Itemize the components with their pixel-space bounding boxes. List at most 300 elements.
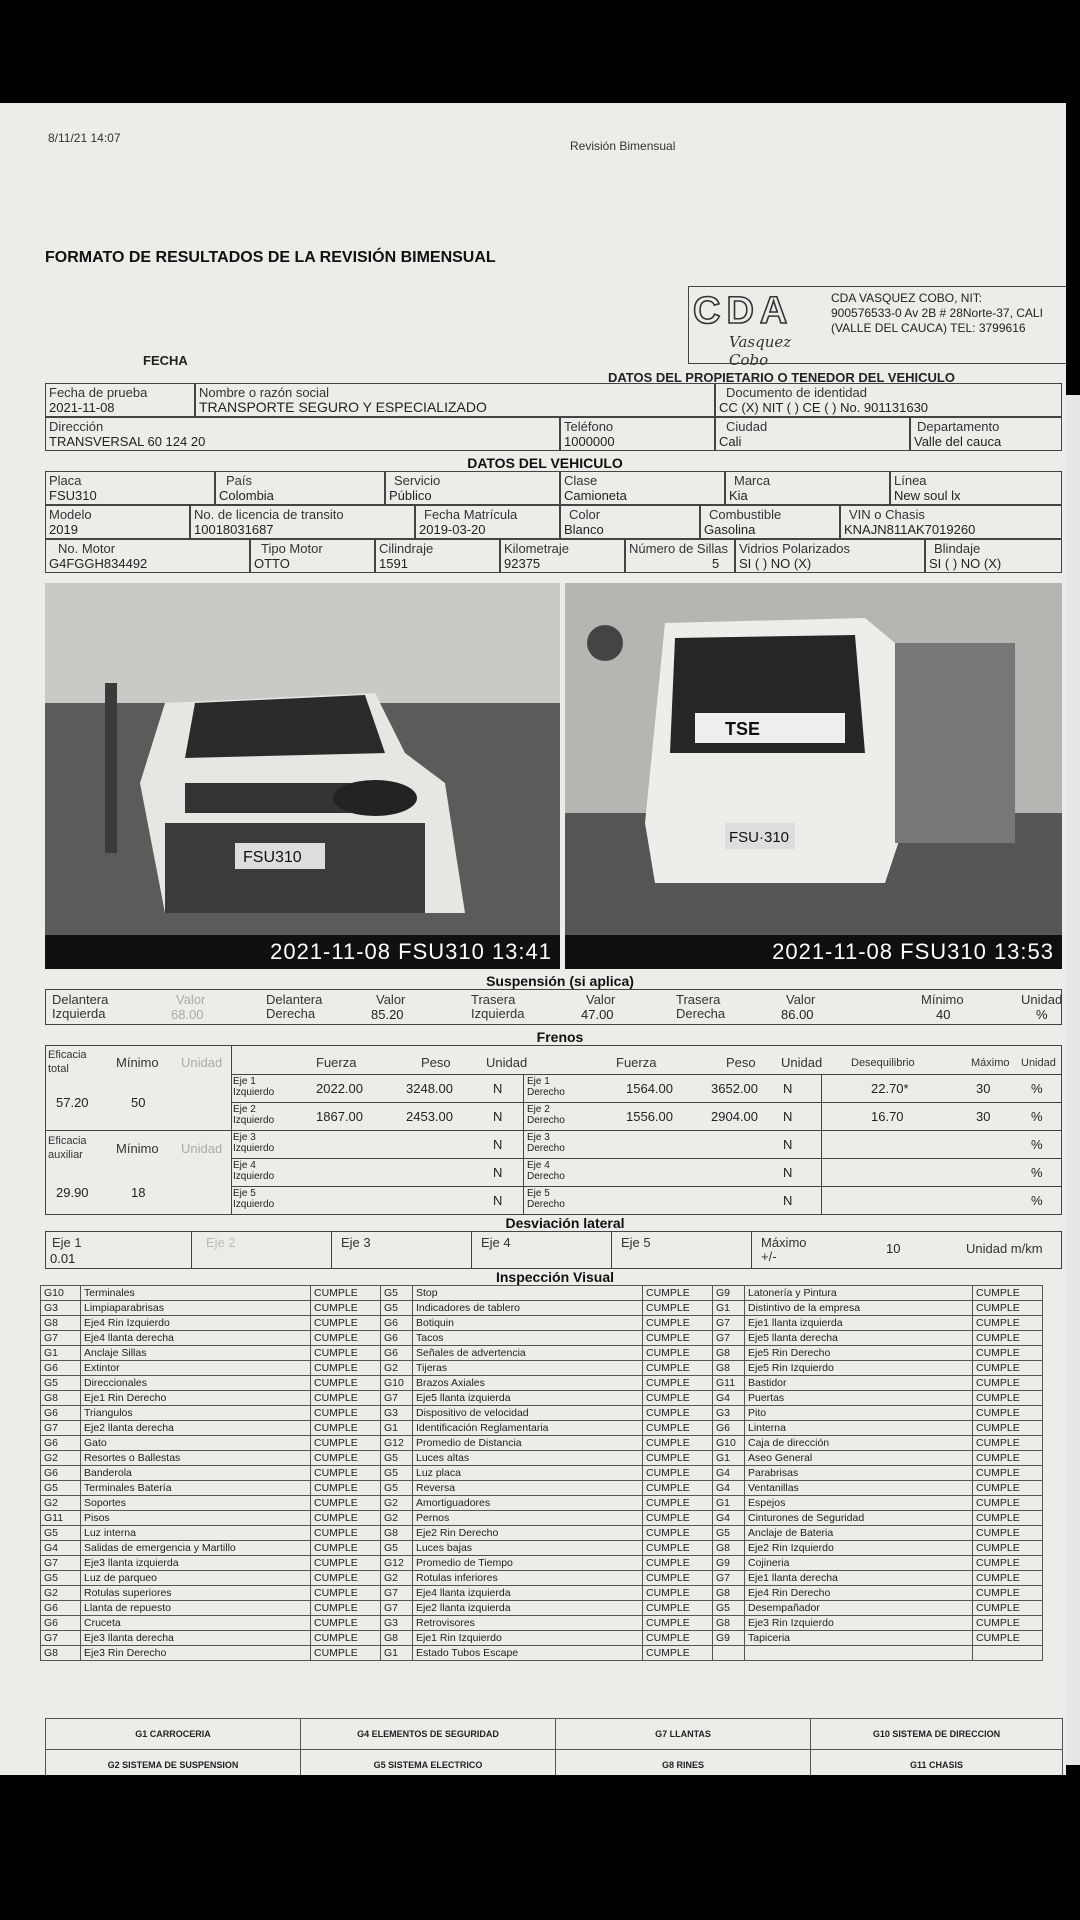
group-code: G4 xyxy=(713,1511,745,1526)
group-code: G2 xyxy=(41,1496,81,1511)
group-code: G8 xyxy=(713,1361,745,1376)
inspection-row xyxy=(41,1481,1043,1496)
group-code: G11 xyxy=(41,1511,81,1526)
item-name xyxy=(745,1646,973,1661)
frenos-title: Frenos xyxy=(536,1029,584,1045)
group-code: G7 xyxy=(381,1391,413,1406)
item-name: Eje3 llanta derecha xyxy=(81,1631,311,1646)
inspeccion-table xyxy=(40,1285,1043,1661)
result: CUMPLE xyxy=(643,1316,713,1331)
group-code: G7 xyxy=(713,1571,745,1586)
group-code: G6 xyxy=(381,1331,413,1346)
group-code: G8 xyxy=(381,1526,413,1541)
legend-row xyxy=(46,1719,1063,1750)
result: CUMPLE xyxy=(973,1526,1043,1541)
blindaje-cell: Blindaje SI ( ) NO (X) xyxy=(925,539,1062,573)
susp-dd-vlabel: Valor xyxy=(376,992,406,1007)
result: CUMPLE xyxy=(973,1451,1043,1466)
legend-g10: G10 SISTEMA DE DIRECCION xyxy=(811,1719,1063,1750)
rear-photo-stamp: 2021-11-08 FSU310 13:53 xyxy=(565,935,1062,969)
group-code: G2 xyxy=(41,1451,81,1466)
item-name: Desempañador xyxy=(745,1601,973,1616)
result: CUMPLE xyxy=(643,1346,713,1361)
result: CUMPLE xyxy=(643,1391,713,1406)
suspension-row xyxy=(45,989,1062,1025)
result: CUMPLE xyxy=(973,1346,1043,1361)
result: CUMPLE xyxy=(973,1331,1043,1346)
item-name: Distintivo de la empresa xyxy=(745,1301,973,1316)
result: CUMPLE xyxy=(973,1391,1043,1406)
eficacia-aux: 29.90 xyxy=(56,1185,89,1200)
group-code: G7 xyxy=(41,1421,81,1436)
group-code xyxy=(713,1646,745,1661)
item-name: Soportes xyxy=(81,1496,311,1511)
group-code: G1 xyxy=(713,1301,745,1316)
item-name: Eje2 Rin Izquierdo xyxy=(745,1541,973,1556)
result: CUMPLE xyxy=(973,1436,1043,1451)
item-name: Promedio de Distancia xyxy=(413,1436,643,1451)
frenos-rows xyxy=(231,1074,1061,1214)
cilindraje-cell: Cilindraje 1591 xyxy=(375,539,500,573)
group-code: G1 xyxy=(381,1421,413,1436)
group-code: G10 xyxy=(713,1436,745,1451)
item-name: Banderola xyxy=(81,1466,311,1481)
item-name: Señales de advertencia xyxy=(413,1346,643,1361)
frenos-unidad-aux-label: Unidad xyxy=(181,1141,223,1156)
inspection-row xyxy=(41,1316,1043,1331)
desv-eje5-label: Eje 5 xyxy=(621,1235,651,1250)
result: CUMPLE xyxy=(973,1361,1043,1376)
documento-cell: Documento de identidad CC (X) NIT ( ) CE ( ) No. 901131630 xyxy=(715,383,1062,417)
inspection-row xyxy=(41,1361,1043,1376)
result: CUMPLE xyxy=(643,1631,713,1646)
result: CUMPLE xyxy=(311,1526,381,1541)
result: CUMPLE xyxy=(643,1601,713,1616)
frenos-row: Eje 4 Izquierdo N Eje 4 Derecho N % xyxy=(231,1158,1061,1187)
group-code: G3 xyxy=(41,1301,81,1316)
legend-row xyxy=(46,1750,1063,1776)
item-name: Pernos xyxy=(413,1511,643,1526)
group-code: G8 xyxy=(41,1646,81,1661)
frenos-row: Eje 5 Izquierdo N Eje 5 Derecho N % xyxy=(231,1186,1061,1215)
group-code: G1 xyxy=(381,1646,413,1661)
group-code: G8 xyxy=(41,1391,81,1406)
item-name: Eje4 llanta derecha xyxy=(81,1331,311,1346)
result: CUMPLE xyxy=(973,1601,1043,1616)
result: CUMPLE xyxy=(973,1376,1043,1391)
result: CUMPLE xyxy=(643,1511,713,1526)
vidrios-cell: Vidrios Polarizados SI ( ) NO (X) xyxy=(735,539,925,573)
legend-g7: G7 LLANTAS xyxy=(556,1719,811,1750)
item-name: Eje4 Rin Izquierdo xyxy=(81,1316,311,1331)
frenos-minimo-aux-label: Mínimo xyxy=(116,1141,159,1156)
linea-cell: Línea New soul lx xyxy=(890,471,1062,505)
eficacia-aux-label: Eficacia auxiliar xyxy=(48,1135,87,1161)
result: CUMPLE xyxy=(643,1301,713,1316)
group-code: G6 xyxy=(41,1466,81,1481)
item-name: Eje1 Rin Derecho xyxy=(81,1391,311,1406)
desv-max-label: Máximo +/- xyxy=(761,1235,807,1264)
susp-td-label: Trasera Derecha xyxy=(676,992,726,1021)
result: CUMPLE xyxy=(311,1571,381,1586)
susp-minimo-label: Mínimo xyxy=(921,992,964,1007)
result: CUMPLE xyxy=(311,1421,381,1436)
servicio-cell: Servicio Público xyxy=(385,471,560,505)
group-code: G5 xyxy=(41,1571,81,1586)
item-name: Stop xyxy=(413,1286,643,1301)
inspection-row xyxy=(41,1571,1043,1586)
legend-g4: G4 ELEMENTOS DE SEGURIDAD xyxy=(301,1719,556,1750)
result: CUMPLE xyxy=(311,1616,381,1631)
result: CUMPLE xyxy=(643,1331,713,1346)
item-name: Direccionales xyxy=(81,1376,311,1391)
result: CUMPLE xyxy=(643,1451,713,1466)
frenos-row: Eje 2 Izquierdo 1867.00 2453.00 N Eje 2 Derecho 1556.00 2904.00 N 16.70 30 % xyxy=(231,1102,1061,1131)
group-code: G12 xyxy=(381,1556,413,1571)
result: CUMPLE xyxy=(643,1526,713,1541)
inspection-row xyxy=(41,1391,1043,1406)
susp-td-vlabel: Valor xyxy=(786,992,816,1007)
group-code: G12 xyxy=(381,1436,413,1451)
result: CUMPLE xyxy=(643,1556,713,1571)
item-name: Llanta de repuesto xyxy=(81,1601,311,1616)
inspection-row xyxy=(41,1466,1043,1481)
fecha-prueba-cell: Fecha de prueba 2021-11-08 xyxy=(45,383,195,417)
result: CUMPLE xyxy=(311,1286,381,1301)
item-name: Eje1 llanta derecha xyxy=(745,1571,973,1586)
item-name: Eje5 Rin Izquierdo xyxy=(745,1361,973,1376)
group-code: G7 xyxy=(41,1631,81,1646)
maximo-header: Máximo xyxy=(971,1057,1010,1069)
vehicle-front-photo xyxy=(45,583,560,969)
group-code: G11 xyxy=(713,1376,745,1391)
result: CUMPLE xyxy=(311,1466,381,1481)
item-name: Luz de parqueo xyxy=(81,1571,311,1586)
result xyxy=(973,1646,1043,1661)
vin-cell: VIN o Chasis KNAJN811AK7019260 xyxy=(840,505,1062,539)
result: CUMPLE xyxy=(643,1586,713,1601)
item-name: Luz interna xyxy=(81,1526,311,1541)
item-name: Aseo General xyxy=(745,1451,973,1466)
item-name: Eje2 Rin Derecho xyxy=(413,1526,643,1541)
result: CUMPLE xyxy=(643,1436,713,1451)
item-name: Pito xyxy=(745,1406,973,1421)
item-name: Eje4 Rin Derecho xyxy=(745,1586,973,1601)
frenos-table xyxy=(45,1045,1062,1215)
item-name: Tijeras xyxy=(413,1361,643,1376)
frenos-unidad-label: Unidad xyxy=(181,1055,223,1070)
inspection-row xyxy=(41,1646,1043,1661)
result: CUMPLE xyxy=(973,1556,1043,1571)
item-name: Cinturones de Seguridad xyxy=(745,1511,973,1526)
result: CUMPLE xyxy=(643,1616,713,1631)
group-code: G6 xyxy=(381,1346,413,1361)
item-name: Rotulas superiores xyxy=(81,1586,311,1601)
susp-ti-label: Trasera Izquierda xyxy=(471,992,525,1021)
desviacion-row xyxy=(45,1231,1062,1269)
susp-td-value: 86.00 xyxy=(781,1007,814,1022)
unidad-header-r: Unidad xyxy=(781,1055,823,1070)
result: CUMPLE xyxy=(973,1541,1043,1556)
item-name: Promedio de Tiempo xyxy=(413,1556,643,1571)
result: CUMPLE xyxy=(311,1346,381,1361)
result: CUMPLE xyxy=(973,1301,1043,1316)
fecha-heading: FECHA xyxy=(143,353,188,368)
group-code: G8 xyxy=(381,1631,413,1646)
group-code: G5 xyxy=(713,1601,745,1616)
inspeccion-title: Inspección Visual xyxy=(495,1269,614,1285)
eficacia-aux-min: 18 xyxy=(131,1185,146,1200)
group-code: G6 xyxy=(713,1421,745,1436)
result: CUMPLE xyxy=(311,1301,381,1316)
matricula-cell: Fecha Matrícula 2019-03-20 xyxy=(415,505,560,539)
item-name: Resortes o Ballestas xyxy=(81,1451,311,1466)
result: CUMPLE xyxy=(311,1631,381,1646)
group-code: G7 xyxy=(713,1331,745,1346)
item-name: Eje5 llanta izquierda xyxy=(413,1391,643,1406)
legend-g5: G5 SISTEMA ELECTRICO xyxy=(301,1750,556,1776)
result: CUMPLE xyxy=(973,1496,1043,1511)
item-name: Parabrisas xyxy=(745,1466,973,1481)
frenos-minimo-label: Mínimo xyxy=(116,1055,159,1070)
desv-max: 10 xyxy=(886,1241,901,1256)
marca-cell: Marca Kia xyxy=(725,471,890,505)
result: CUMPLE xyxy=(643,1481,713,1496)
item-name: Luz placa xyxy=(413,1466,643,1481)
result: CUMPLE xyxy=(973,1511,1043,1526)
susp-minimo: 40 xyxy=(936,1007,951,1022)
motor-cell: No. Motor G4FGGH834492 xyxy=(45,539,250,573)
inspection-row xyxy=(41,1451,1043,1466)
modelo-cell: Modelo 2019 xyxy=(45,505,190,539)
group-code: G3 xyxy=(381,1406,413,1421)
vehicle-section-title: DATOS DEL VEHICULO xyxy=(467,455,623,471)
group-code: G6 xyxy=(381,1316,413,1331)
group-code: G7 xyxy=(381,1601,413,1616)
item-name: Puertas xyxy=(745,1391,973,1406)
result: CUMPLE xyxy=(973,1466,1043,1481)
result: CUMPLE xyxy=(973,1406,1043,1421)
group-code: G7 xyxy=(381,1586,413,1601)
item-name: Bastidor xyxy=(745,1376,973,1391)
item-name: Retrovisores xyxy=(413,1616,643,1631)
result: CUMPLE xyxy=(973,1631,1043,1646)
suspension-title: Suspensión (si aplica) xyxy=(486,973,634,989)
inspection-row xyxy=(41,1346,1043,1361)
item-name: Luces bajas xyxy=(413,1541,643,1556)
inspection-row xyxy=(41,1406,1043,1421)
item-name: Latonería y Pintura xyxy=(745,1286,973,1301)
svg-text:FSU310: FSU310 xyxy=(243,849,302,866)
result: CUMPLE xyxy=(973,1616,1043,1631)
inspection-row xyxy=(41,1616,1043,1631)
inspection-row xyxy=(41,1556,1043,1571)
nombre-cell: Nombre o razón social TRANSPORTE SEGURO Y ESPECIALIZADO xyxy=(195,383,715,417)
kilometraje-cell: Kilometraje 92375 xyxy=(500,539,625,573)
inspection-row xyxy=(41,1526,1043,1541)
group-code: G2 xyxy=(381,1511,413,1526)
item-name: Eje2 llanta derecha xyxy=(81,1421,311,1436)
result: CUMPLE xyxy=(311,1541,381,1556)
group-code: G6 xyxy=(41,1406,81,1421)
item-name: Anclaje de Bateria xyxy=(745,1526,973,1541)
item-name: Eje1 llanta izquierda xyxy=(745,1316,973,1331)
legend-g11: G11 CHASIS xyxy=(811,1750,1063,1776)
group-code: G5 xyxy=(381,1451,413,1466)
scroll-edge xyxy=(1066,395,1080,1765)
group-code: G4 xyxy=(713,1391,745,1406)
unidad-header: Unidad xyxy=(486,1055,528,1070)
group-code: G5 xyxy=(41,1481,81,1496)
peso-header-r: Peso xyxy=(726,1055,756,1070)
result: CUMPLE xyxy=(643,1361,713,1376)
susp-dd-label: Delantera Derecha xyxy=(266,992,323,1021)
desviacion-title: Desviación lateral xyxy=(505,1215,625,1231)
item-name: Cojineria xyxy=(745,1556,973,1571)
desv-eje1-label: Eje 1 xyxy=(52,1235,82,1250)
result: CUMPLE xyxy=(973,1571,1043,1586)
result: CUMPLE xyxy=(311,1316,381,1331)
susp-di-value: 68.00 xyxy=(171,1007,204,1022)
group-code: G5 xyxy=(381,1481,413,1496)
group-code: G4 xyxy=(713,1466,745,1481)
item-name: Linterna xyxy=(745,1421,973,1436)
desv-eje1-value: 0.01 xyxy=(50,1251,76,1266)
item-name: Tacos xyxy=(413,1331,643,1346)
inspection-row xyxy=(41,1601,1043,1616)
legend-g8: G8 RINES xyxy=(556,1750,811,1776)
result: CUMPLE xyxy=(643,1496,713,1511)
result: CUMPLE xyxy=(311,1451,381,1466)
inspection-row xyxy=(41,1496,1043,1511)
susp-di-label: Delantera Izquierda xyxy=(52,992,109,1021)
group-code: G1 xyxy=(41,1346,81,1361)
item-name: Triangulos xyxy=(81,1406,311,1421)
group-code: G4 xyxy=(41,1541,81,1556)
susp-di-vlabel: Valor xyxy=(176,992,206,1007)
group-code: G10 xyxy=(381,1376,413,1391)
result: CUMPLE xyxy=(643,1646,713,1661)
group-code: G3 xyxy=(381,1616,413,1631)
group-code: G1 xyxy=(713,1451,745,1466)
item-name: Reversa xyxy=(413,1481,643,1496)
group-code: G8 xyxy=(713,1346,745,1361)
inspection-row xyxy=(41,1436,1043,1451)
item-name: Tapiceria xyxy=(745,1631,973,1646)
inspection-row xyxy=(41,1301,1043,1316)
result: CUMPLE xyxy=(643,1376,713,1391)
group-code: G5 xyxy=(381,1541,413,1556)
item-name: Gato xyxy=(81,1436,311,1451)
group-code: G8 xyxy=(713,1541,745,1556)
item-name: Eje3 Rin Izquierdo xyxy=(745,1616,973,1631)
front-photo-stamp: 2021-11-08 FSU310 13:41 xyxy=(45,935,560,969)
inspection-row xyxy=(41,1586,1043,1601)
cda-box xyxy=(688,286,1066,369)
fuerza-header: Fuerza xyxy=(316,1055,357,1070)
desv-unidad: Unidad m/km xyxy=(966,1241,1043,1256)
group-code: G6 xyxy=(41,1616,81,1631)
result: CUMPLE xyxy=(311,1376,381,1391)
document-page xyxy=(0,103,1066,1775)
group-code: G8 xyxy=(41,1316,81,1331)
groups-legend xyxy=(45,1718,1063,1775)
color-cell: Color Blanco xyxy=(560,505,700,539)
svg-text:FSU·310: FSU·310 xyxy=(729,829,790,846)
group-code: G6 xyxy=(41,1601,81,1616)
result: CUMPLE xyxy=(311,1511,381,1526)
item-name: Espejos xyxy=(745,1496,973,1511)
result: CUMPLE xyxy=(643,1466,713,1481)
item-name: Anclaje Sillas xyxy=(81,1346,311,1361)
result: CUMPLE xyxy=(311,1481,381,1496)
item-name: Luces altas xyxy=(413,1451,643,1466)
susp-ti-vlabel: Valor xyxy=(586,992,616,1007)
item-name: Caja de dirección xyxy=(745,1436,973,1451)
group-code: G9 xyxy=(713,1631,745,1646)
item-name: Eje5 llanta derecha xyxy=(745,1331,973,1346)
group-code: G3 xyxy=(713,1406,745,1421)
item-name: Eje2 llanta izquierda xyxy=(413,1601,643,1616)
desv-eje3-label: Eje 3 xyxy=(341,1235,371,1250)
group-code: G6 xyxy=(41,1436,81,1451)
result: CUMPLE xyxy=(643,1406,713,1421)
group-code: G5 xyxy=(41,1376,81,1391)
cda-logo: CDA Vasquez Cobo xyxy=(693,290,794,369)
page-title: FORMATO DE RESULTADOS DE LA REVISIÓN BIMENSUAL xyxy=(45,249,496,266)
cda-info: CDA VASQUEZ COBO, NIT: 900576533-0 Av 2B # 28Norte-37, CALI (VALLE DEL CAUCA) TEL: 3799616 xyxy=(831,291,1043,335)
unidad-header-d: Unidad xyxy=(1021,1057,1056,1069)
eficacia-total: 57.20 xyxy=(56,1095,89,1110)
item-name: Extintor xyxy=(81,1361,311,1376)
result: CUMPLE xyxy=(643,1571,713,1586)
result: CUMPLE xyxy=(311,1436,381,1451)
frenos-row: Eje 3 Izquierdo N Eje 3 Derecho N % xyxy=(231,1130,1061,1159)
clase-cell: Clase Camioneta xyxy=(560,471,725,505)
desv-eje4-label: Eje 4 xyxy=(481,1235,511,1250)
result: CUMPLE xyxy=(311,1406,381,1421)
result: CUMPLE xyxy=(311,1331,381,1346)
item-name: Eje3 llanta izquierda xyxy=(81,1556,311,1571)
item-name: Salidas de emergencia y Martillo xyxy=(81,1541,311,1556)
group-code: G2 xyxy=(381,1571,413,1586)
result: CUMPLE xyxy=(973,1421,1043,1436)
group-code: G2 xyxy=(381,1361,413,1376)
peso-header: Peso xyxy=(421,1055,451,1070)
susp-dd-value: 85.20 xyxy=(371,1007,404,1022)
item-name: Terminales Batería xyxy=(81,1481,311,1496)
result: CUMPLE xyxy=(311,1391,381,1406)
result: CUMPLE xyxy=(973,1481,1043,1496)
result: CUMPLE xyxy=(643,1286,713,1301)
item-name: Terminales xyxy=(81,1286,311,1301)
item-name: Eje4 llanta izquierda xyxy=(413,1586,643,1601)
result: CUMPLE xyxy=(311,1556,381,1571)
result: CUMPLE xyxy=(973,1286,1043,1301)
inspection-row xyxy=(41,1376,1043,1391)
result: CUMPLE xyxy=(643,1541,713,1556)
group-code: G2 xyxy=(41,1586,81,1601)
group-code: G9 xyxy=(713,1286,745,1301)
departamento-cell: Departamento Valle del cauca xyxy=(910,417,1062,451)
combustible-cell: Combustible Gasolina xyxy=(700,505,840,539)
group-code: G8 xyxy=(713,1616,745,1631)
item-name: Amortiguadores xyxy=(413,1496,643,1511)
svg-text:TSE: TSE xyxy=(725,719,761,739)
item-name: Brazos Axiales xyxy=(413,1376,643,1391)
susp-unidad: % xyxy=(1036,1007,1048,1022)
owner-section-title: DATOS DEL PROPIETARIO O TENEDOR DEL VEHICULO xyxy=(608,370,955,385)
